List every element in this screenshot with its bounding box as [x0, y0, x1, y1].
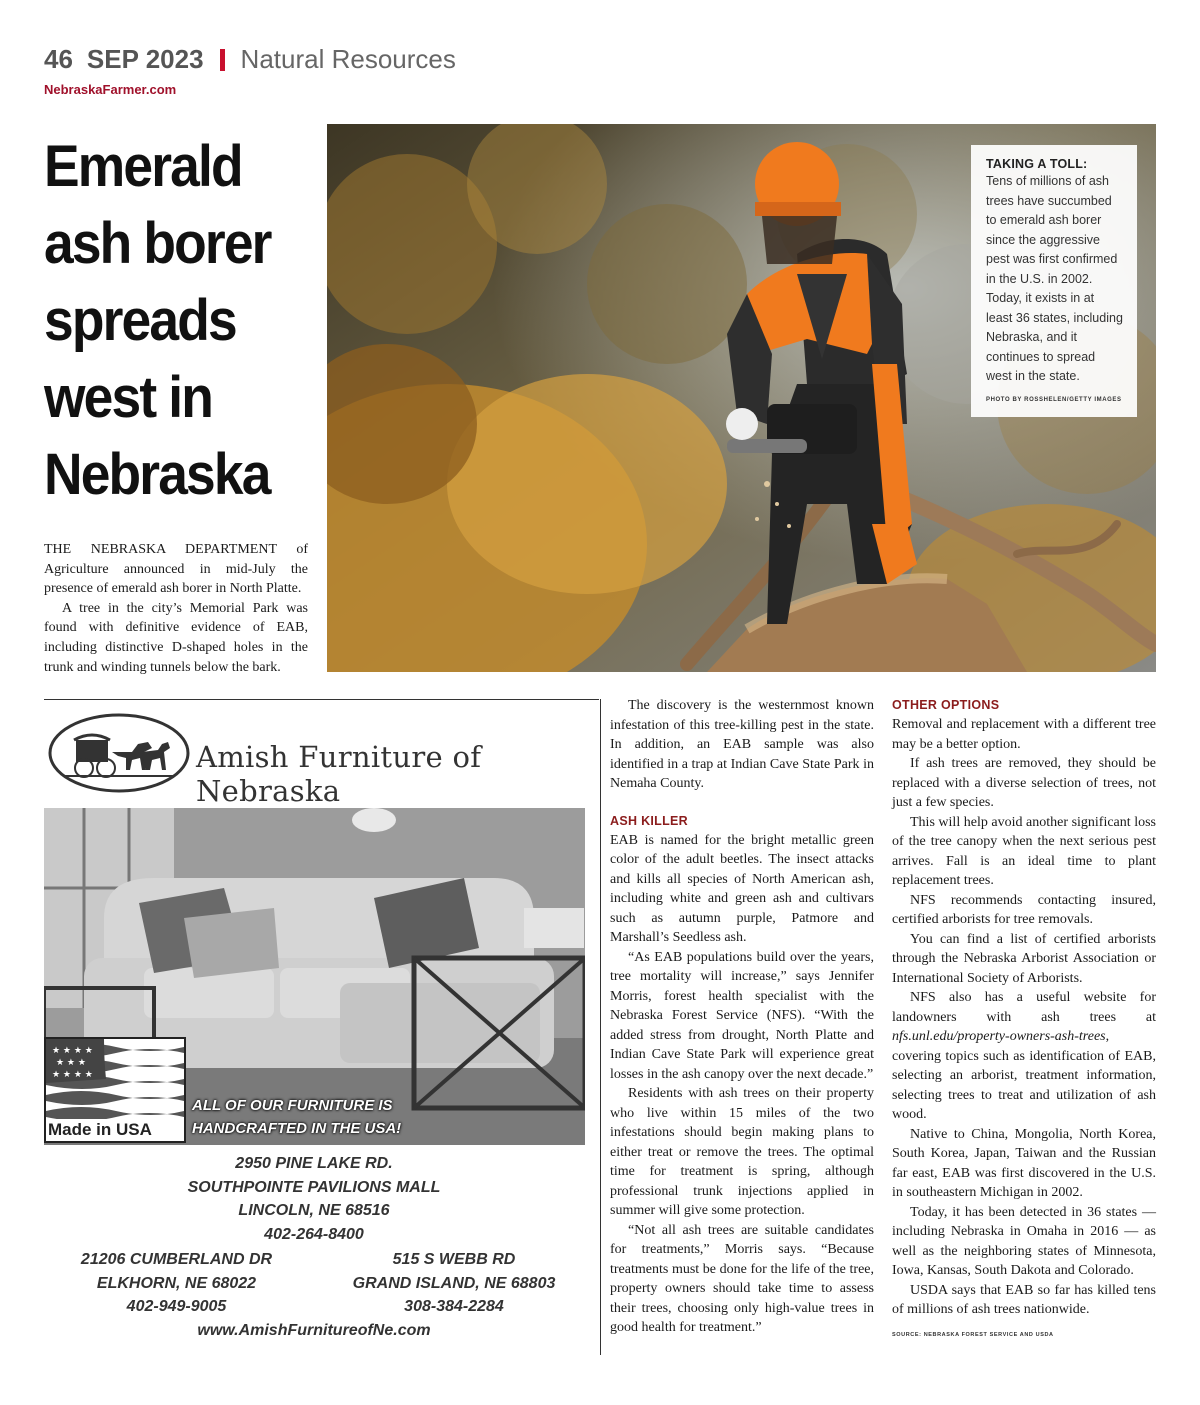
article-column-middle — [610, 696, 874, 1338]
subhead-other-options: OTHER OPTIONS — [892, 698, 1000, 712]
issue-date: SEP 2023 — [86, 44, 204, 74]
nfs-website-link[interactable]: nfs.unl.edu/property-owners-ash-trees — [892, 1029, 1106, 1044]
header-divider — [220, 49, 225, 71]
body-paragraph: Removal and replacement with a different tree may be a better option. — [892, 717, 1156, 752]
source-note: SOURCE: NEBRASKA FOREST SERVICE AND USDA — [892, 1331, 1054, 1338]
text-span: , covering topics such as identification of EAB, selecting an arborist, treatment information, selecting trees to treat and utilization of ash wood. — [892, 1029, 1156, 1122]
address-line: 2950 PINE LAKE RD. — [235, 1155, 393, 1172]
intro-paragraph: A tree in the city’s Memorial Park was found with definitive evidence of EAB, including distinctive D-shaped holes in the trunk and winding tunnels below the bark. — [44, 600, 308, 675]
article-photo — [327, 124, 1156, 672]
photo-caption — [971, 145, 1137, 417]
body-paragraph: Residents with ash trees on their property who live within 15 miles of the two infestations should begin making plans to either treat or remove the trees. The optimal time for treatment is spring, although professional trunk injections applied in summer will give some protection. — [610, 1086, 874, 1218]
body-paragraph: “As EAB populations build over the years, tree mortality will increase,” says Jennifer Morris, forest health specialist with the Nebraska Forest Service (NFS). “With the added stress from drought, North Platte and Indian Cave State Park will experience great losses in the ash canopy over the next decade.” — [610, 949, 874, 1082]
section-name: Natural Resources — [240, 44, 456, 74]
store-grand-island — [334, 1248, 574, 1319]
article-column-right — [892, 696, 1156, 1345]
store-elkhorn — [54, 1248, 299, 1319]
body-paragraph: USDA says that EAB so far has killed tens of millions of ash trees nationwide. — [892, 1282, 1156, 1317]
address-line: ELKHORN, NE 68022 — [96, 1274, 257, 1292]
store-phone[interactable]: 308-384-2284 — [404, 1298, 504, 1315]
photo-credit: PHOTO BY ROSSHELEN/GETTY IMAGES — [986, 396, 1122, 403]
made-in-usa-label: Made in USA — [46, 1119, 184, 1141]
ad-website-link[interactable]: www.AmishFurnitureofNe.com — [197, 1322, 431, 1339]
body-paragraph: NFS recommends contacting insured, certified arborists for tree removals. — [892, 892, 1156, 927]
svg-text:★ ★ ★: ★ ★ ★ — [56, 1058, 86, 1068]
site-link[interactable]: NebraskaFarmer.com — [44, 82, 177, 97]
svg-text:★ ★ ★ ★: ★ ★ ★ ★ — [52, 1070, 93, 1080]
body-paragraph: You can find a list of certified arborists through the Nebraska Arborist Association or International Society of Arborists. — [892, 931, 1156, 986]
us-flag-icon — [46, 1039, 184, 1119]
tagline-line: HANDCRAFTED IN THE USA! — [192, 1120, 402, 1137]
address-line: 515 S WEBB RD — [392, 1251, 516, 1268]
amish-buggy-logo-icon — [48, 712, 190, 794]
body-paragraph: If ash trees are removed, they should be replaced with a diverse selection of trees, not just a few species. — [892, 756, 1156, 810]
body-paragraph: EAB is named for the bright metallic green color of the adult beetles. The insect attacks and kills all species of North American ash, including white and green ash and cultivars such as autumn purple, Patmore and Marshall’s Seedless ash. — [610, 832, 874, 945]
address-line: 21206 CUMBERLAND DR — [80, 1251, 273, 1268]
caption-title: TAKING A TOLL: — [986, 157, 1088, 171]
body-paragraph: The discovery is the westernmost known infestation of this tree-killing pest in the state. In addition, an EAB sample was also identified in a trap at Indian Cave State Park in Nemaha County. — [610, 698, 874, 791]
body-paragraph: Native to China, Mongolia, North Korea, South Korea, Japan, Taiwan and the Russian far east, EAB was first discovered in the U.S. in southeastern Michigan in 2002. — [892, 1126, 1156, 1200]
made-in-usa-badge — [44, 1037, 186, 1143]
advertisement[interactable] — [44, 699, 599, 1359]
body-paragraph — [892, 988, 1156, 1125]
store-phone[interactable]: 402-949-9005 — [126, 1298, 227, 1315]
column-divider — [600, 699, 601, 1355]
page-header — [44, 44, 1154, 80]
body-paragraph: Today, it has been detected in 36 states — including Nebraska in Omaha in 2016 — as well as the neighboring states of Minnesota, Iowa, Kansas, South Dakota and Colorado. — [892, 1204, 1156, 1278]
ad-tagline — [192, 1094, 401, 1140]
svg-text:★ ★ ★ ★: ★ ★ ★ ★ — [52, 1046, 93, 1056]
tagline-line: ALL OF OUR FURNITURE IS — [192, 1097, 393, 1114]
body-paragraph: This will help avoid another significant loss of the tree canopy when the next serious pest arrives. Fall is an ideal time to plant replacement trees. — [892, 814, 1156, 888]
address-line: LINCOLN, NE 68516 — [238, 1202, 390, 1219]
body-paragraph: “Not all ash trees are suitable candidates for treatments,” Morris says. “Because treatments must be done for the life of the tree, property owners should take time to assess their trees, choosing only high-value trees in good health for treatment.” — [610, 1222, 874, 1335]
ad-brand-name: Amish Furniture of Nebraska — [196, 740, 482, 808]
article-intro — [44, 540, 308, 677]
address-line: SOUTHPOINTE PAVILIONS MALL — [187, 1178, 441, 1196]
subhead-ash-killer: ASH KILLER — [610, 813, 688, 828]
text-span: NFS also has a useful website for landowners with ash trees at — [892, 990, 1156, 1025]
store-lincoln — [144, 1152, 484, 1246]
store-phone[interactable]: 402-264-8400 — [264, 1225, 364, 1243]
article-headline: Emerald ash borer spreads west in Nebraska — [44, 134, 271, 507]
intro-paragraph: THE NEBRASKA DEPARTMENT of Agriculture announced in mid-July the presence of emerald ash borer in North Platte. — [44, 542, 308, 597]
address-line: GRAND ISLAND, NE 68803 — [352, 1274, 556, 1292]
page-number: 46 — [44, 44, 73, 74]
caption-text: Tens of millions of ash trees have succumbed to emerald ash borer since the aggressive pest was first confirmed in the U.S. in 2002. Today, it exists in at least 36 states, including Nebraska, and it continues to spread west in the state. — [986, 174, 1123, 383]
